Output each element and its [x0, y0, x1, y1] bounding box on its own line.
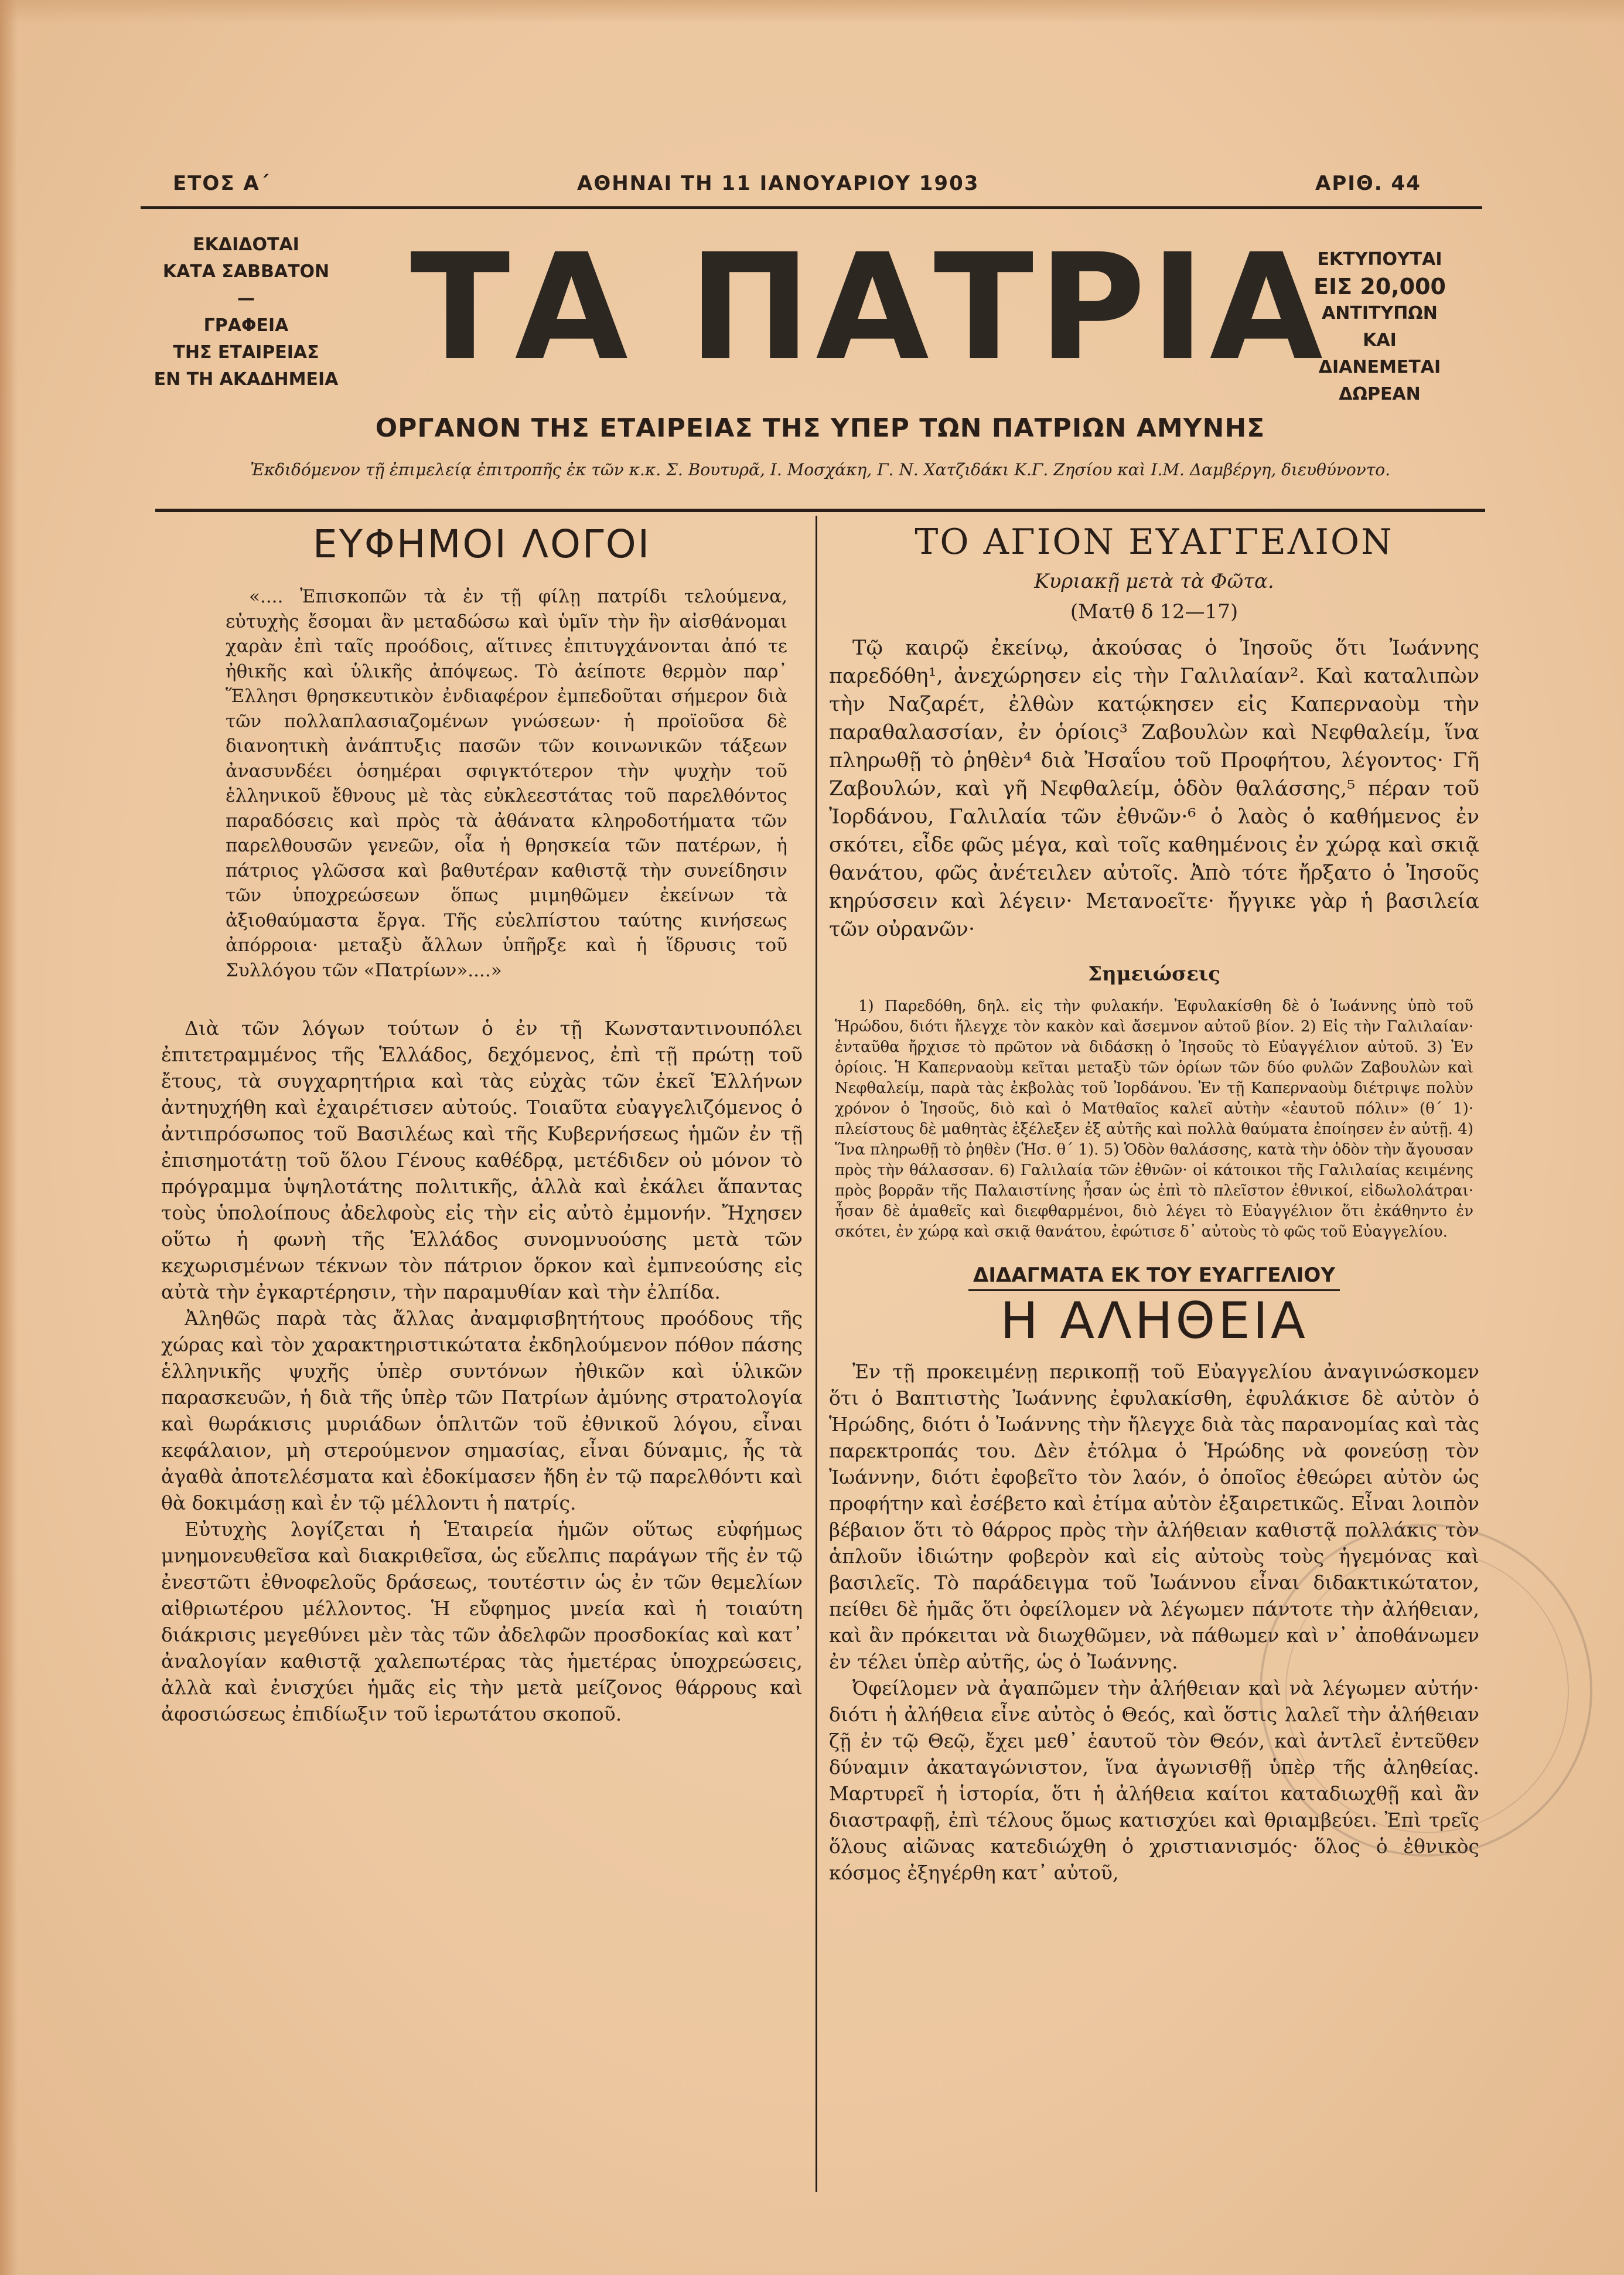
paragraph: Εὐτυχὴς λογίζεται ἡ Ἑταιρεία ἡμῶν οὕτως εὐφήμως μνημονευθεῖσα καὶ διακριθεῖσα, ὡς εὔελπις παράγων τῆς ἐν τῷ ἐνεστῶτι ἐθνοφελοῦς δράσεως, τουτέστιν ὡς ἐν τῶν θεμελίων αἰθριωτέρου μέλλοντος. Ἡ εὔφημος μνεία καὶ ἡ τοιαύτη διάκρισις μεγεθύνει μὲν τὰς τῶν ἀδελφῶν προσδοκίας καὶ κατ᾽ ἀναλογίαν καθιστᾷ χαλεπωτέρας τὰς ἡμετέρας ὑποχρεώσεις, ἀλλὰ καὶ ἐνισχύει ἡμᾶς εἰς τὴν μετὰ μείζονος θάρρους καὶ ἀφοσιώσεως ἐπιδίωξιν τοῦ ἱερωτάτου σκοποῦ.	[161, 1518, 803, 1725]
paper-edge	[0, 0, 1624, 23]
organ-subtitle: ΟΡΓΑΝΟΝ ΤΗΣ ΕΤΑΙΡΕΙΑΣ ΤΗΣ ΥΠΕΡ ΤΩΝ ΠΑΤΡΙΩΝ ΑΜΥΝΗΣ	[375, 413, 1265, 443]
section-title-text: ΔΙΔΑΓΜΑΤΑ ΕΚ ΤΟΥ ΕΥΑΓΓΕΛΙΟΥ	[968, 1263, 1340, 1291]
article-title: ΕΥΦΗΜΟΙ ΛΟΓΟΙ	[312, 522, 651, 567]
info-line: ΤΗΣ ΕΤΑΙΡΕΙΑΣ	[173, 342, 319, 363]
gospel-paragraph: Τῷ καιρῷ ἐκείνῳ, ἀκούσας ὁ Ἰησοῦς ὅτι Ἰωάννης παρεδόθη¹, ἀνεχώρησεν εἰς τὴν Γαλιλαίαν². Καὶ καταλιπὼν τὴν Ναζαρέτ, ἐλθὼν κατῴκησεν εἰς Καπερναοὺμ τὴν παραθαλασσίαν, ἐν ὁρίοις³ Ζαβουλὼν καὶ Νεφθαλείμ, ἵνα πληρωθῇ τὸ ῥηθὲν⁴ διὰ Ἠσαΐου τοῦ Προφήτου, λέγοντος· Γῆ Ζαβουλών, καὶ γῆ Νεφθαλείμ, ὁδὸν θαλάσσης,⁵ πέραν τοῦ Ἰορδάνου, Γαλιλαία τῶν ἐθνῶν·⁶ ὁ λαὸς ὁ καθήμενος ἐν σκότει, εἶδε φῶς μέγα, καὶ τοῖς καθημένοις ἐν χώρᾳ καὶ σκιᾷ θανάτου, φῶς ἀνέτειλεν αὐτοῖς. Ἀπὸ τότε ἤρξατο ὁ Ἰησοῦς κηρύσσειν καὶ λέγειν· Μετανοεῖτε· ἤγγικε γὰρ ἡ βασιλεία τῶν οὐρανῶν·	[829, 636, 1479, 941]
left-column	[161, 522, 803, 1727]
info-line: ΕΚΤΥΠΟΥΤΑΙ	[1317, 249, 1442, 270]
info-line: ΕΚΔΙΔΟΤΑΙ	[193, 234, 299, 255]
paragraph: Ὀφείλομεν νὰ ἀγαπῶμεν τὴν ἀλήθειαν καὶ νὰ λέγωμεν αὐτήν· διότι ἡ ἀλήθεια εἶνε αὐτὸς ὁ Θεός, καὶ ὅστις λαλεῖ τὴν ἀλήθειαν ζῇ ἐν τῷ Θεῷ, ἔχει μεθ᾽ ἑαυτοῦ τὸν Θεόν, καὶ ἀντλεῖ ἐντεῦθεν δύναμιν ἀκαταγώνιστον, ἵνα ἀγωνισθῇ ὑπὲρ τῆς ἀληθείας. Μαρτυρεῖ ἡ ἱστορία, ὅτι ἡ ἀλήθεια καίτοι καταδιωχθῇ καὶ ἂν διαστραφῇ, ἐπὶ τέλους ὅμως κατισχύει καὶ θριαμβεύει. Ἐπὶ τρεῖς ὅλους αἰῶνας κατεδιώχθη ὁ χριστιανισμός· ὅλος ὁ ἐθνικὸς κόσμος ἐξηγέρθη κατ᾽ αὐτοῦ,	[829, 1677, 1479, 1884]
notes-title: Σημειώσεις	[1087, 962, 1221, 986]
notes-text	[835, 996, 1473, 1242]
column-divider	[816, 516, 817, 2192]
editors-line: Ἐκδιδόμενον τῇ ἐπιμελείᾳ ἐπιτροπῆς ἐκ τῶν κ.κ. Σ. Βουτυρᾶ, Ι. Μοσχάκη, Γ. Ν. Χατζιδάκι Κ.Γ. Ζησίου καὶ Ι.Μ. Δαμβέργη, διευθύνοντο.	[250, 460, 1391, 479]
info-line: —	[237, 288, 255, 309]
circulation-info-box	[1263, 246, 1497, 408]
paragraph: Ἐν τῇ προκειμένῃ περικοπῇ τοῦ Εὐαγγελίου ἀναγινώσκομεν ὅτι ὁ Βαπτιστὴς Ἰωάννης ἐφυλακίσθη, ἐφυλάκισε δὲ αὐτὸν ὁ Ἡρώδης, διότι ὁ Ἰωάννης τὴν ἤλεγχε διὰ τὰς παρανομίας καὶ τὰς παρεκτροπάς του. Δὲν ἐτόλμα ὁ Ἡρώδης νὰ φονεύσῃ τὸν Ἰωάννην, διότι ἐφοβεῖτο τὸν λαόν, ὁ ὁποῖος ἐθεώρει αὐτὸν ὡς προφήτην καὶ ἐσέβετο καὶ ἐτίμα αὐτὸν ἐξαιρετικῶς. Εἶναι λοιπὸν βέβαιον ὅτι τὸ θάρρος πρὸς τὴν ἀλήθειαν καθιστᾷ πολλάκις τὸν ἁπλοῦν ἰδιώτην φοβερὸν καὶ εἰς αὐτοὺς τοὺς ἡγεμόνας καὶ βασιλεῖς. Τὸ παράδειγμα τοῦ Ἰωάννου εἶναι διδακτικώτατον, πείθει δὲ ἡμᾶς ὅτι ὀφείλομεν νὰ λέγωμεν πάντοτε τὴν ἀλήθειαν, καὶ ἂν πρόκειται νὰ διωχθῶμεν, νὰ πάθωμεν καὶ ν᾽ ἀποθάνωμεν ἐν τέλει ὑπὲρ αὐτῆς, ὡς ὁ Ἰωάννης.	[829, 1360, 1479, 1673]
paragraph: Ἀληθῶς παρὰ τὰς ἄλλας ἀναμφισβητήτους προόδους τῆς χώρας καὶ τὸν χαρακτηριστικώτατα ἐκδηλούμενον πόθον πάσης ἑλληνικῆς ψυχῆς ὑπὲρ συντόνων ἠθικῶν καὶ ὑλικῶν παρασκευῶν, ἡ διὰ τῆς ὑπὲρ τῶν Πατρίων ἀμύνης στρατολογία καὶ θωράκισις μυριάδων ὁπλιτῶν τοῦ ἐθνικοῦ λόγου, εἶναι κεφάλαιον, μὴ στερούμενον σημασίας, εἶναι δύναμις, ἧς τὰ ἀγαθὰ ἀποτελέσματα καὶ ἐδοκίμασεν ἤδη ἐν τῷ παρελθόντι καὶ θὰ δοκιμάσῃ καὶ ἐν τῷ μέλλοντι ἡ πατρίς.	[161, 1307, 803, 1514]
notes-paragraph: 1) Παρεδόθη, δηλ. εἰς τὴν φυλακήν. Ἐφυλακίσθη δὲ ὁ Ἰωάννης ὑπὸ τοῦ Ἡρώδου, διότι ἤλεγχε τὸν κακὸν καὶ ἄσεμνον αὐτοῦ βίον. 2) Εἰς τὴν Γαλιλαίαν· ἐνταῦθα ἤρχισε τὸ πρῶτον νὰ διδάσκῃ ὁ Ἰησοῦς τὸ Εὐαγγέλιον αὐτοῦ. 3) Ἐν ὁρίοις. Ἡ Καπερναοὺμ κεῖται μεταξὺ τῶν ὁρίων τῶν δύο φυλῶν Ζαβουλὼν καὶ Νεφθαλείμ, παρὰ τὰς ἐκβολὰς τοῦ Ἰορδάνου. Ἐν τῇ Καπερναοὺμ διέτριψε πολὺν χρόνον ὁ Ἰησοῦς, διὸ καὶ ὁ Ματθαῖος καλεῖ αὐτὴν «ἑαυτοῦ πόλιν» (θ´ 1)· πλείστους δὲ μαθητὰς ἐξέλεξεν ἐξ αὐτῆς καὶ πολλὰ θαύματα ἐποίησεν ἐν αὐτῇ. 4) Ἵνα πληρωθῇ τὸ ῥηθὲν (Ἡσ. θ´ 1). 5) Ὁδὸν θαλάσσης, κατὰ τὴν ὁδὸν τὴν ἄγουσαν πρὸς τὴν θάλασσαν. 6) Γαλιλαία τῶν ἐθνῶν· οἱ κάτοικοι τῆς Γαλιλαίας κειμένης πρὸς βορρᾶν τῆς Παλαιστίνης ἦσαν ὡς ἐπὶ τὸ πλεῖστον ἐθνικοί, εἰδωλολάτραι· ἦσαν δὲ ἀμαθεῖς καὶ διεφθαρμένοι, διὸ λέγει τὸ Εὐαγγέλιον ὅτι ἐκάθηντο ἐν σκότει, ἐν χώρᾳ καὶ σκιᾷ θανάτου, ἐφώτισε δ᾽ αὐτοὺς τὸ φῶς τοῦ Εὐαγγελίου.	[835, 997, 1473, 1241]
teaching-title: Η ΑΛΗΘΕΙΑ	[1000, 1292, 1308, 1350]
publication-info-box	[135, 231, 357, 393]
info-line: ΚΑΤΑ ΣΑΒΒΑΤΟΝ	[162, 261, 330, 282]
info-line: ΑΝΤΙΤΥΠΩΝ	[1322, 303, 1438, 323]
quote-text: «.... Ἐπισκοπῶν τὰ ἐν τῇ φίλῃ πατρίδι τελούμενα, εὐτυχὴς ἔσομαι ἂν μεταδώσω καὶ ὑμῖν τὴν ἣν αἰσθάνομαι χαρὰν ἐπὶ ταῖς προόδοις, αἵτινες ἐπιτυγχάνονται ἀπό τε ἠθικῆς καὶ ὑλικῆς ἀπόψεως. Τὸ ἀείποτε θερμὸν παρ᾽ Ἕλλησι θρησκευτικὸν ἐνδιαφέρον ἐμπεδοῦται σήμερον διὰ τῶν πολλαπλασιαζομένων γνώσεων· ἡ προϊοῦσα δὲ διανοητικὴ ἀνάπτυξις πασῶν τῶν κοινωνικῶν τάξεων ἀνασυνδέει ὁσημέραι σφιγκτότερον τὴν ψυχὴν τοῦ ἑλληνικοῦ ἔθνους μὲ τὰς εὐκλεεστάτας τοῦ παρελθόντος παραδόσεις καὶ πρὸς τὰ ἀθάνατα κληροδοτήματα τῶν παρελθουσῶν γενεῶν, οἷα ἡ θρησκεία τῶν πατέρων, ἡ πάτριος γλῶσσα καὶ βαθυτέραν καθιστᾷ τὴν συνείδησιν τῶν ὑποχρεώσεων ὅπως μιμηθῶμεν ἐκείνων τὰ ἀξιοθαύμαστα ἔργα. Τῆς εὐελπίστου ταύτης κινήσεως ἀπόρροια· μεταξὺ ἄλλων ὑπῆρξε καὶ ἡ ἵδρυσις τοῦ Συλλόγου τῶν «Πατρίων»....»	[226, 586, 787, 981]
gospel-subtitle: Κυριακῇ μετὰ τὰ Φῶτα.	[1034, 570, 1274, 593]
info-line: ΔΙΑΝΕΜΕΤΑΙ	[1318, 357, 1441, 377]
paper-edge-left	[0, 0, 18, 2275]
gospel-reference: (Ματθ δ 12—17)	[1070, 600, 1239, 624]
year-label: ΕΤΟΣ Α΄	[173, 172, 270, 195]
library-stamp-watermark	[1260, 1524, 1592, 1857]
info-line: ΕΝ ΤΗ ΑΚΑΔΗΜΕΙΑ	[153, 369, 339, 390]
dateline: ΑΘΗΝΑΙ ΤΗ 11 ΙΑΝΟΥΑΡΙΟΥ 1903	[577, 172, 980, 195]
gospel-title: ΤΟ ΑΓΙΟΝ ΕΥΑΓΓΕΛΙΟΝ	[915, 522, 1394, 563]
header-strip	[141, 167, 1476, 202]
header-rule	[141, 206, 1482, 209]
info-line: ΕΙΣ 20,000	[1313, 274, 1446, 299]
article-quote	[226, 584, 787, 983]
article-body	[161, 1015, 803, 1727]
masthead-title: ΤΑ ΠΑΤΡΙΑ	[410, 222, 1328, 393]
paragraph: Διὰ τῶν λόγων τούτων ὁ ἐν τῇ Κωνσταντινουπόλει ἐπιτετραμμένος τῆς Ἑλλάδος, δεχόμενος, ἐπὶ τῇ πρώτῃ τοῦ ἔτους, τὰ συγχαρητήρια καὶ τὰς εὐχὰς τῶν ἐκεῖ Ἑλλήνων ἀντηυχήθη καὶ ἐχαιρέτισεν αὐτούς. Τοιαῦτα εὐαγγελιζόμενος ὁ ἀντιπρόσωπος τοῦ Βασιλέως καὶ τῆς Κυβερνήσεως ἡμῶν ἐν τῇ ἐπισημοτάτῃ τοῦ ὅλου Γένους καθέδρᾳ, μετέδιδεν οὐ μόνον τὸ πρόγραμμα ὑψηλοτάτης πολιτικῆς, ἀλλὰ καὶ ἐκάλει ἅπαντας τοὺς ὑπολοίπους ἀδελφοὺς εἰς τὴν εἰς αὐτὸ ἐμμονήν. Ἤχησεν οὕτω ἡ φωνὴ τῆς Ἑλλάδος συνομνυούσης μετὰ τῶν κεχωρισμένων τέκνων τὸν πάτριον ὅρκον καὶ ἐμπνεούσης εἰς αὐτὰ τὴν ἐγκαρτέρησιν, τὴν παραμυθίαν καὶ τὴν ἐλπίδα.	[161, 1017, 803, 1303]
info-line: ΚΑΙ	[1363, 330, 1397, 350]
info-line: ΔΩΡΕΑΝ	[1339, 384, 1421, 404]
gospel-text	[829, 634, 1479, 944]
info-line: ΓΡΑΦΕΙΑ	[203, 315, 289, 336]
masthead-rule	[155, 509, 1485, 512]
teaching-section-title	[829, 1263, 1479, 1287]
issue-number: ΑΡΙΘ. 44	[1315, 172, 1421, 195]
stamp-inner-ring	[1285, 1549, 1569, 1833]
